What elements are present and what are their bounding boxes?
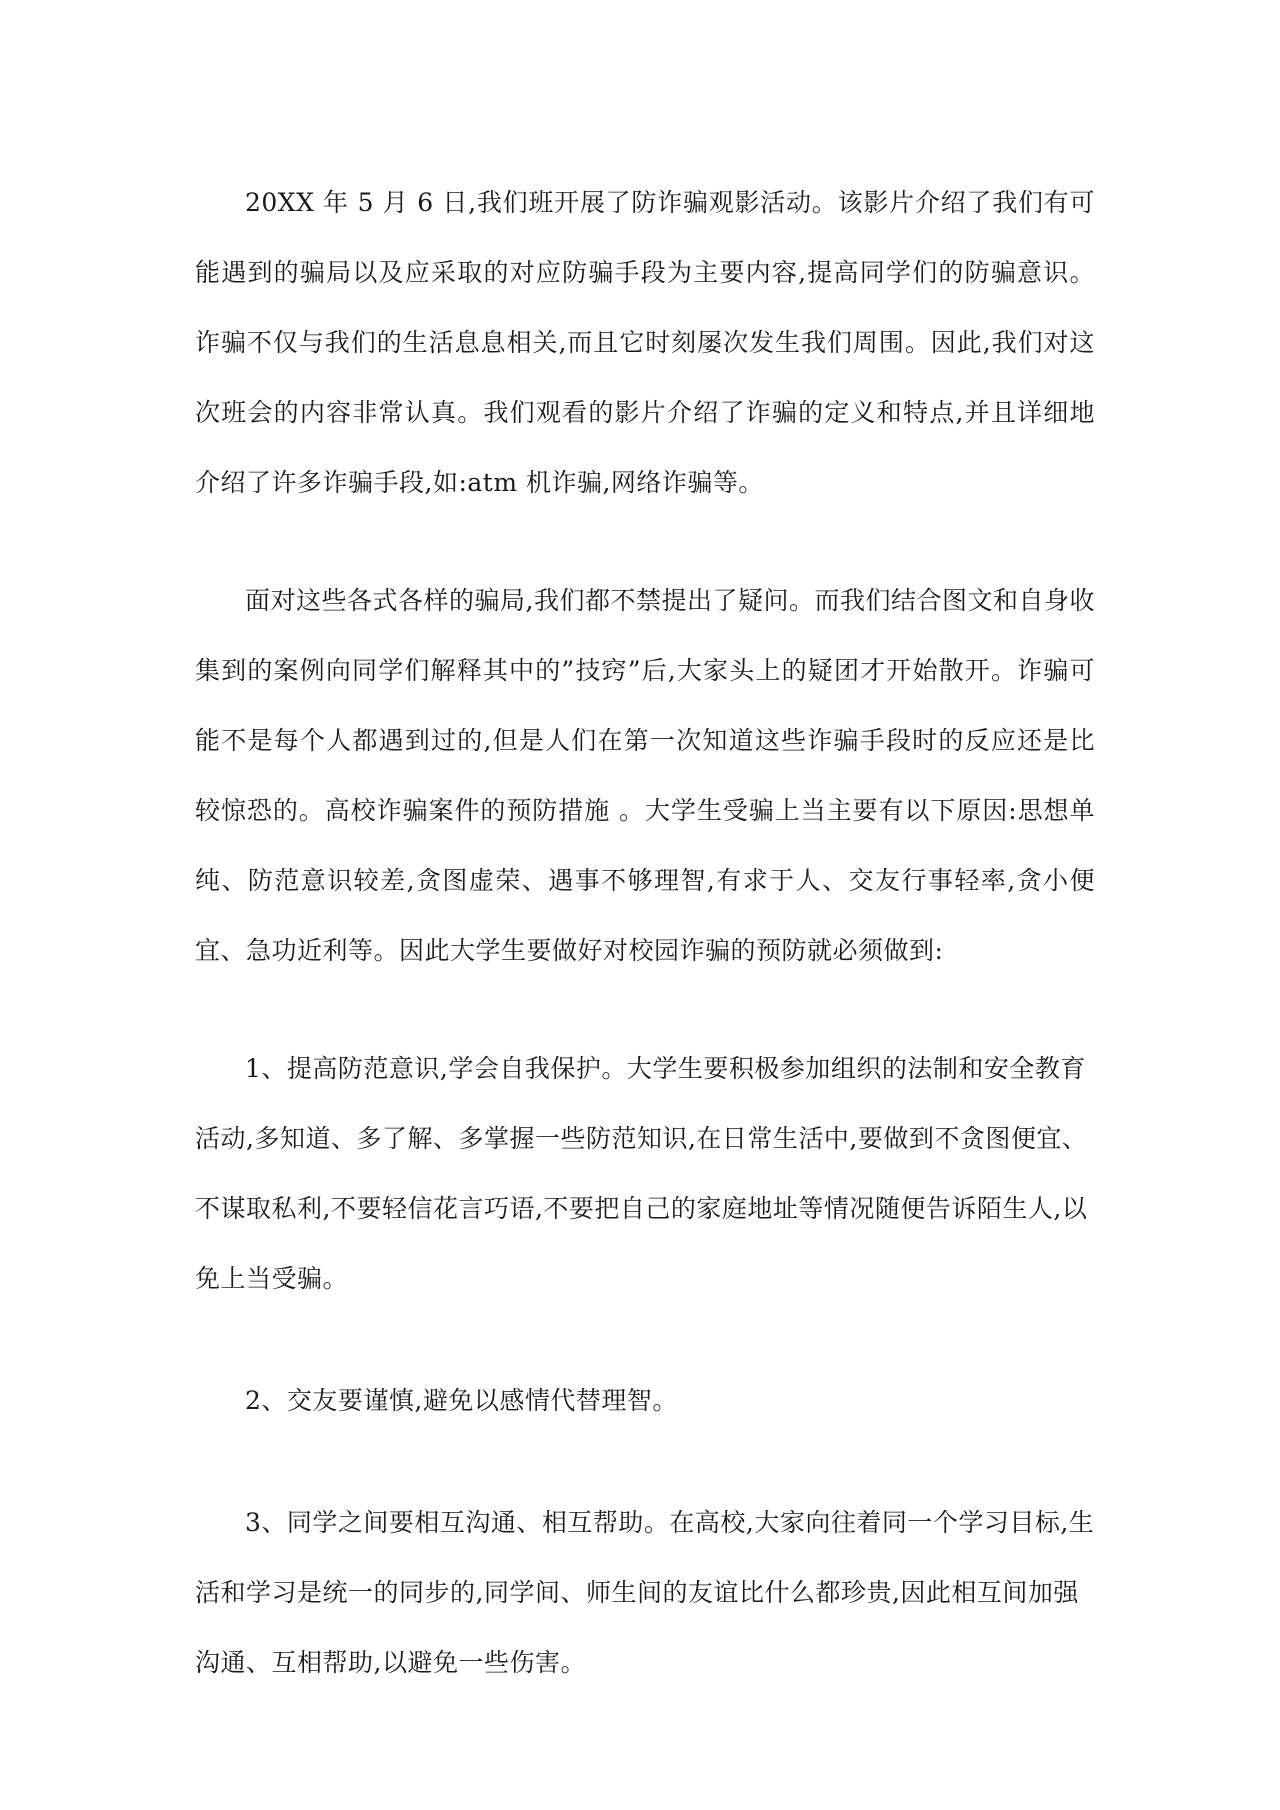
list-item-awareness: 1、提高防范意识,学会自我保护。大学生要积极参加组织的法制和安全教育活动,多知道、多了解、多掌握一些防范知识,在日常生活中,要做到不贪图便宜、不谋取私利,不要轻信花言巧语,不要把自己的家庭地址等情况随便告诉陌生人,以免上当受骗。 bbox=[195, 1054, 1088, 1293]
paragraph-spacer bbox=[195, 1436, 1095, 1488]
list-item-cautious-friendship: 2、交友要谨慎,避免以感情代替理智。 bbox=[245, 1386, 678, 1415]
list-item-mutual-help: 3、同学之间要相互沟通、相互帮助。在高校,大家向往着同一个学习目标,生活和学习是统一的同步的,同学间、师生间的友谊比什么都珍贵,因此相互间加强沟通、互相帮助,以避免一些伤害。 bbox=[195, 1508, 1095, 1677]
paragraph-spacer bbox=[195, 986, 1095, 1034]
paragraph-fraud-causes: 面对这些各式各样的骗局,我们都不禁提出了疑问。而我们结合图文和自身收集到的案例向同学们解释其中的”技窍”后,大家头上的疑团才开始散开。诈骗可能不是每个人都遇到过的,但是人们在第一次知道这些诈骗手段时的反应还是比较惊恐的。高校诈骗案件的预防措施 。大学生受骗上当主要有以下原因:思想单纯、防范意识较差,贪图虚荣、遇事不够理智,有求于人、交友行事轻率,贪小便宜、急功近利等。因此大学生要做好对校园诈骗的预防就必须做到: bbox=[195, 586, 1095, 965]
paragraph-activity-summary: 20XX 年 5 月 6 日,我们班开展了防诈骗观影活动。该影片介绍了我们有可能遇到的骗局以及应采取的对应防骗手段为主要内容,提高同学们的防骗意识。诈骗不仅与我们的生活息息相关,而且它时刻屡次发生我们周围。因此,我们对这次班会的内容非常认真。我们观看的影片介绍了诈骗的定义和特点,并且详细地介绍了许多诈骗手段,如:atm 机诈骗,网络诈骗等。 bbox=[195, 188, 1095, 497]
document-page bbox=[195, 168, 1095, 1698]
paragraph-spacer bbox=[195, 1314, 1095, 1366]
paragraph-spacer bbox=[195, 518, 1095, 566]
